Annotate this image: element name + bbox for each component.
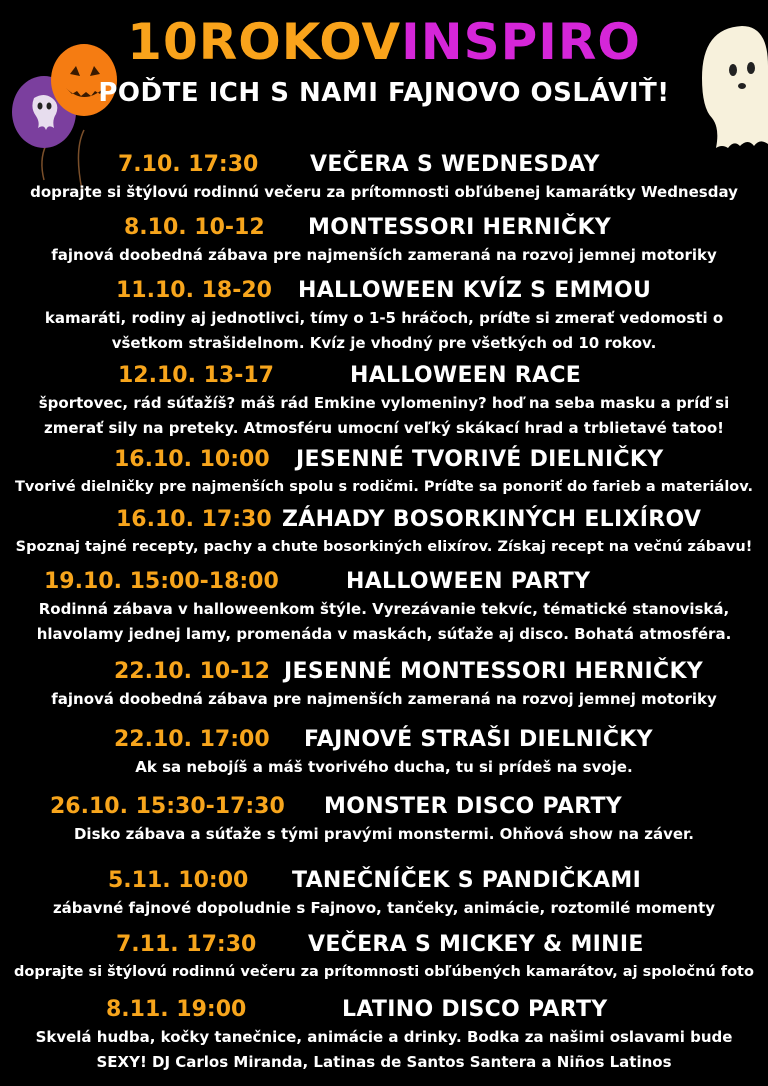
event-name: LATINO DISCO PARTY <box>342 997 608 1022</box>
event-5 <box>0 445 768 500</box>
title-part-3: INSPIRO <box>401 13 641 71</box>
page-subtitle: POĎTE ICH S NAMI FAJNOVO OSLÁVIŤ! <box>98 78 670 108</box>
event-name: ZÁHADY BOSORKINÝCH ELIXÍROV <box>282 507 702 532</box>
event-description: doprajte si štýlovú rodinnú večeru za prítomnosti obľúbených kamarátov, aj spoločnú foto <box>14 964 754 980</box>
event-name: TANEČNÍČEK S PANDIČKAMI <box>292 868 642 893</box>
title-part-2: ROKOV <box>198 13 402 71</box>
event-name: MONSTER DISCO PARTY <box>324 794 623 819</box>
event-8 <box>0 657 768 712</box>
event-date: 7.11. 17:30 <box>116 932 257 957</box>
event-date: 12.10. 13-17 <box>118 363 274 388</box>
event-3 <box>0 276 768 356</box>
event-4 <box>0 361 768 441</box>
event-6 <box>0 505 768 560</box>
event-7 <box>0 567 768 647</box>
event-date: 19.10. 15:00-18:00 <box>44 569 279 594</box>
event-date: 7.10. 17:30 <box>118 152 259 177</box>
event-description: Ak sa nebojíš a máš tvorivého ducha, tu si prídeš na svoje. <box>135 758 633 776</box>
event-description: Skvelá hudba, kočky tanečnice, animácie a drinky. Bodka za našimi oslavami bude SEXY! DJ Carlos Miranda, Latinas de Santos Santera a Niños Latinos <box>35 1028 733 1071</box>
event-name: FAJNOVÉ STRAŠI DIELNIČKY <box>304 727 653 752</box>
event-description: fajnová doobedná zábava pre najmenších zameraná na rozvoj jemnej motoriky <box>51 246 717 264</box>
event-name: HALLOWEEN PARTY <box>346 569 591 594</box>
event-date: 26.10. 15:30-17:30 <box>50 794 285 819</box>
event-date: 8.10. 10-12 <box>124 215 265 240</box>
event-name: JESENNÉ MONTESSORI HERNIČKY <box>284 659 704 684</box>
event-date: 22.10. 17:00 <box>114 727 270 752</box>
event-date: 22.10. 10-12 <box>114 659 270 684</box>
event-name: VEČERA S MICKEY & MINIE <box>308 932 644 957</box>
page-title <box>0 12 768 72</box>
event-date: 16.10. 17:30 <box>116 507 272 532</box>
event-description: doprajte si štýlovú rodinnú večeru za prítomnosti obľúbenej kamarátky Wednesday <box>30 183 738 201</box>
title-part-1: 10 <box>127 13 199 71</box>
event-description: Rodinná zábava v halloweenkom štýle. Vyrezávanie tekvíc, tématické stanoviská, hlavolamy jednej lamy, promenáda v maskách, súťaže aj disco. Bohatá atmosféra. <box>36 600 732 643</box>
event-date: 16.10. 10:00 <box>114 447 270 472</box>
event-date: 8.11. 19:00 <box>106 997 247 1022</box>
event-10 <box>0 792 768 847</box>
event-description: športovec, rád súťažíš? máš rád Emkine vylomeniny? hoď na seba masku a príď si zmerať sily na preteky. Atmosféru umocní veľký skákací hrad a trblietavé tatoo! <box>38 394 730 437</box>
event-name: MONTESSORI HERNIČKY <box>308 215 612 240</box>
event-name: HALLOWEEN RACE <box>350 363 582 388</box>
event-description: Tvorivé dielničky pre najmenších spolu s rodičmi. Príďte sa ponoriť do farieb a materiálov. <box>14 479 754 495</box>
event-12 <box>0 930 768 985</box>
event-2 <box>0 213 768 268</box>
event-description: zábavné fajnové dopoludnie s Fajnovo, tančeky, animácie, roztomilé momenty <box>52 899 716 917</box>
event-9 <box>0 725 768 780</box>
event-name: VEČERA S WEDNESDAY <box>310 152 600 177</box>
event-name: HALLOWEEN KVÍZ S EMMOU <box>298 278 652 303</box>
event-name: JESENNÉ TVORIVÉ DIELNIČKY <box>296 447 664 472</box>
event-11 <box>0 866 768 921</box>
event-date: 11.10. 18-20 <box>116 278 272 303</box>
event-description: Spoznaj tajné recepty, pachy a chute bosorkiných elixírov. Získaj recept na večnú zábavu! <box>15 539 753 555</box>
event-description: Disko zábava a súťaže s tými pravými monstermi. Ohňová show na záver. <box>73 825 694 843</box>
event-description: fajnová doobedná zábava pre najmenších zameraná na rozvoj jemnej motoriky <box>51 690 717 708</box>
event-description: kamaráti, rodiny aj jednotlivci, tímy o 1-5 hráčoch, príďte si zmerať vedomosti o všetkom strašidelnom. Kvíz je vhodný pre všetkých od 10 rokov. <box>44 309 724 352</box>
event-date: 5.11. 10:00 <box>108 868 249 893</box>
event-13 <box>0 995 768 1075</box>
event-1 <box>0 150 768 205</box>
